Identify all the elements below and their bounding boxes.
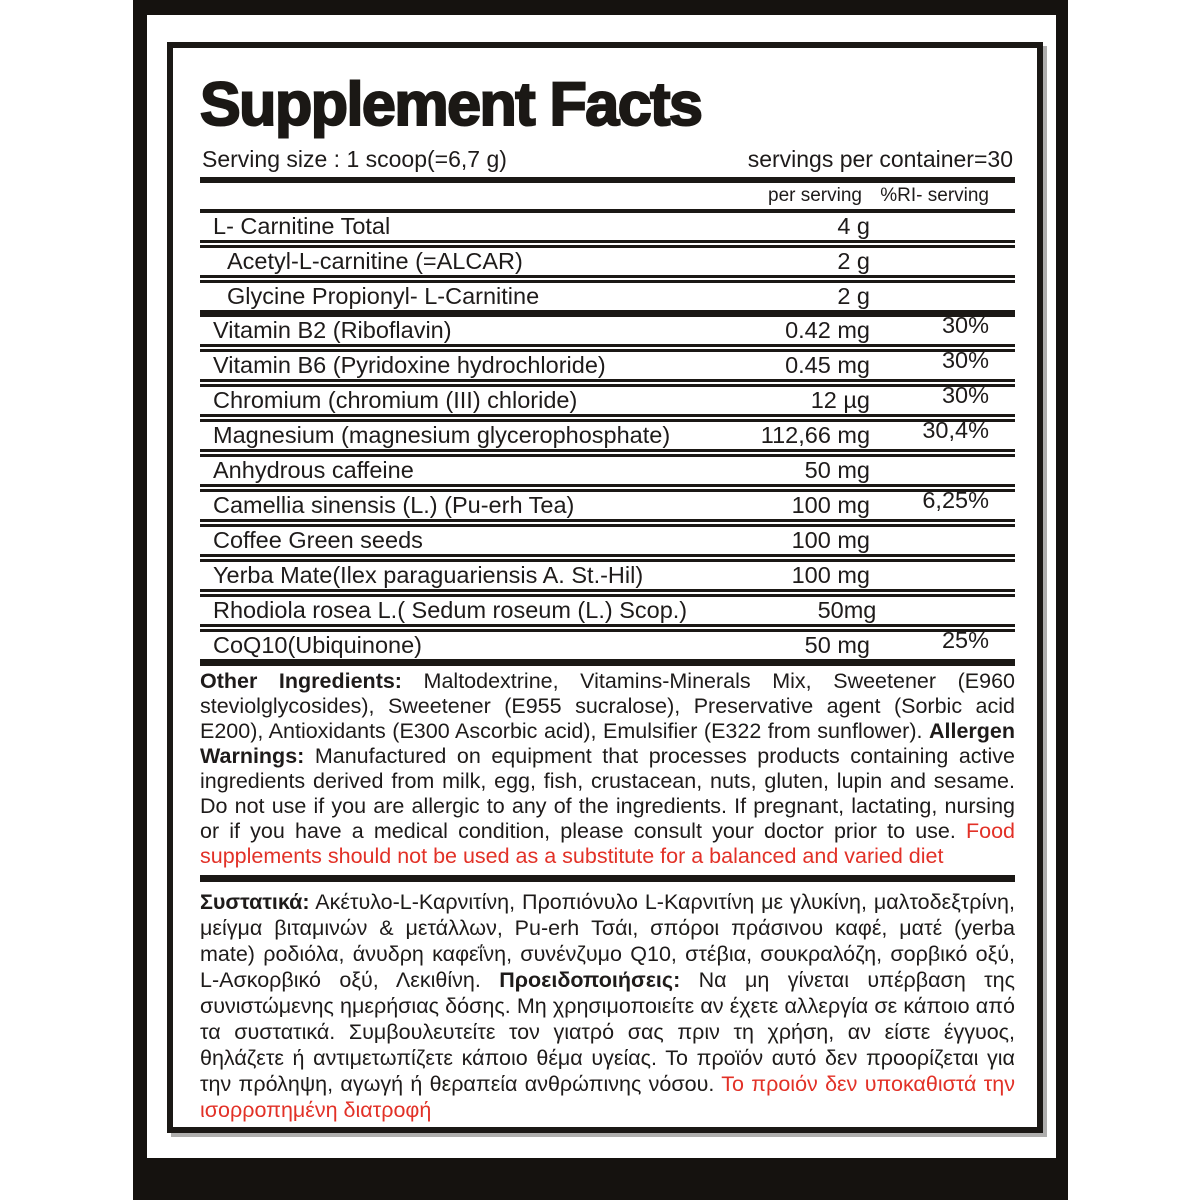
greek-ingredients-text: Ακέτυλο-L-Καρνιτίνη, Προπιόνυλο L-Καρνιτίνη με γλυκίνη, μαλτοδεξτρίνη, μείγμα βιταμινών & μετάλλων, Pu-erh Τσάι, σπόροι πράσινου καφέ, ματέ (yerba mate) ροδιόλα, άνυδρη καφεΐνη, συνένζυμο Q10, στέβια, σουκραλόζη, σορβικό οξύ, L-Ασκορβικό οξύ, Λεκιθίνη.: [200, 890, 1015, 992]
row-divider: [200, 275, 1015, 283]
language-divider-rule: [200, 875, 1015, 882]
greek-warnings-label: Προειδοποιήσεις:: [499, 968, 681, 992]
row-amount: 50mg: [817, 597, 877, 623]
greek-warnings-text: Να μη γίνεται υπέρβαση της συνιστώμενης ημερήσιας δόσης. Μη χρησιμοποιείτε αν έχετε αλλεργία σε κάποιο από τα συστατικά. Συμβουλευτείτε τον γιατρό σας πριν τη χρήση, αν είστε έγγυος, θηλάζετε ή αντιμετωπίζετε κάποιο θέμα υγείας. Το προϊόν αυτό δεν προορίζεται για την πρόληψη, αγωγή ή θεραπεία ανθρώπινης νόσου.: [200, 968, 1015, 1096]
row-name: Coffee Green seeds: [213, 527, 423, 553]
allergen-warnings-label: Allergen Warnings:: [200, 719, 1015, 768]
row-ri: 30%: [941, 347, 989, 373]
other-ingredients-paragraph: [200, 669, 1015, 869]
row-amount: 100 mg: [791, 527, 870, 553]
table-row: [200, 457, 1015, 484]
serving-info-row: [200, 146, 1015, 177]
row-amount: 4 g: [837, 213, 870, 239]
table-bottom-rule: [200, 659, 1015, 666]
table-row: [200, 627, 1015, 659]
row-divider: [200, 449, 1015, 457]
table-row: [200, 527, 1015, 554]
row-ri: 30,4%: [922, 417, 989, 443]
table-row: [200, 597, 1015, 624]
servings-per-container: servings per container=30: [747, 146, 1013, 172]
row-amount: 2 g: [837, 248, 870, 274]
column-header-ri-serving: %RI- serving: [880, 185, 989, 206]
row-name: CoQ10(Ubiquinone): [213, 632, 423, 658]
supplement-facts-panel: [200, 72, 1015, 1123]
row-amount: 0.45 mg: [785, 352, 870, 378]
table-row: [200, 562, 1015, 589]
row-ri: 6,25%: [922, 487, 989, 513]
greek-ingredients-label: Συστατικά:: [200, 890, 310, 914]
row-amount: 100 mg: [791, 562, 870, 588]
table-row: [200, 283, 1015, 310]
english-red-warning: Food supplements should not be used as a substitute for a balanced and varied diet: [200, 819, 1015, 868]
table-row: [200, 417, 1015, 449]
row-amount: 2 g: [837, 283, 870, 309]
allergen-warnings-text: Manufactured on equipment that processes products containing active ingredients derived from milk, egg, fish, crustacean, nuts, gluten, lupin and sesame. Do not use if you are allergic to any of the ingredients. If pregnant, lactating, nursing or if you have a medical condition, please consult your doctor prior to use.: [200, 744, 1015, 843]
row-divider: [200, 519, 1015, 527]
row-amount: 50 mg: [804, 632, 870, 658]
row-divider: [200, 589, 1015, 597]
table-row: [200, 347, 1015, 379]
row-amount: 0.42 mg: [785, 317, 870, 343]
row-ri: 25%: [941, 627, 989, 653]
panel-title: Supplement Facts: [200, 70, 702, 138]
row-amount: 12 µg: [810, 387, 870, 413]
table-row: [200, 248, 1015, 275]
row-name: Anhydrous caffeine: [213, 457, 414, 483]
row-amount: 100 mg: [791, 492, 870, 518]
column-header-per-serving: per serving: [768, 185, 862, 206]
greek-red-warning: Το προιόν δεν υποκαθιστά την ισορροπημένη διατροφή: [200, 1072, 1015, 1122]
row-name: Rhodiola rosea L.( Sedum roseum (L.) Scop.): [213, 597, 688, 623]
column-header-row: [200, 183, 1015, 209]
row-name: Acetyl-L-carnitine (=ALCAR): [227, 248, 523, 274]
row-name: Magnesium (magnesium glycerophosphate): [213, 422, 671, 448]
serving-size: Serving size : 1 scoop(=6,7 g): [202, 146, 507, 172]
table-row: [200, 312, 1015, 344]
row-amount: 112,66 mg: [760, 422, 871, 448]
row-name: Chromium (chromium (III) chloride): [213, 387, 578, 413]
row-divider: [200, 240, 1015, 248]
row-name: Vitamin B2 (Riboflavin): [213, 317, 452, 343]
other-ingredients-text: Maltodextrine, Vitamins-Minerals Mix, Sweetener (E960 steviolglycosides), Sweetener (E955 sucralose), Preservative agent (Sorbic acid E200), Antioxidants (E300 Ascorbic acid), Emulsifier (E322 from sunflower).: [200, 669, 1015, 743]
row-ri: 30%: [941, 382, 989, 408]
table-row: [200, 382, 1015, 414]
greek-ingredients-paragraph: [200, 889, 1015, 1123]
row-name: Vitamin B6 (Pyridoxine hydrochloride): [213, 352, 606, 378]
other-ingredients-label: Other Ingredients:: [200, 669, 402, 693]
row-amount: 50 mg: [804, 457, 870, 483]
table-row: [200, 213, 1015, 240]
row-ri: 30%: [941, 312, 989, 338]
table-row: [200, 487, 1015, 519]
row-name: L- Carnitine Total: [213, 213, 391, 239]
row-name: Camellia sinensis (L.) (Pu-erh Tea): [213, 492, 575, 518]
row-divider: [200, 554, 1015, 562]
row-name: Glycine Propionyl- L-Carnitine: [227, 283, 540, 309]
row-name: Yerba Mate(Ilex paraguariensis A. St.-Hil): [213, 562, 644, 588]
